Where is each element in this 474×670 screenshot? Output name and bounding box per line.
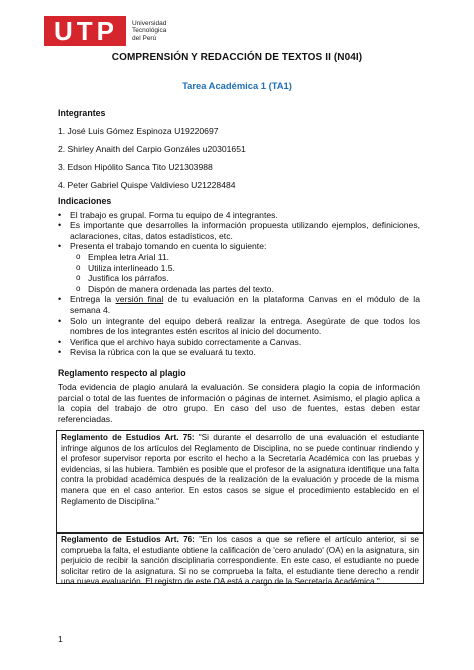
article-75-label: Reglamento de Estudios Art. 75: <box>61 433 195 442</box>
list-item: • El trabajo es grupal. Forma tu equipo de 4 integrantes. <box>58 209 278 220</box>
article-76-label: Reglamento de Estudios Art. 76: <box>61 535 195 544</box>
utp-logo <box>44 16 166 46</box>
list-item: • Solo un integrante del equipo deberá realizar la entrega. Asegúrate de que todos los nombres de los integrantes estén escritos al inicio del documento. <box>58 315 420 337</box>
sub-list-item: o Justifica los párrafos. <box>76 273 169 284</box>
article-76-box <box>56 532 424 587</box>
page-number: 1 <box>58 634 63 644</box>
version-final-link[interactable]: versión final <box>115 294 164 305</box>
plagio-paragraph: Toda evidencia de plagio anulará la evaluación. Se considera plagio la copia de información parcial o total de las fuentes de información o páginas de internet. Asimismo, el plagio aplica a la copia del trabajo de otro grupo. En caso del uso de fuentes, estas deben estar referenciadas. <box>58 382 420 424</box>
integrante-4: 4. Peter Gabriel Quispe Valdivieso U21228484 <box>58 180 236 190</box>
integrantes-heading: Integrantes <box>58 108 106 118</box>
article-75-text: "Si durante el desarrollo de una evaluación el estudiante infringe algunos de los artículos del Reglamento de Disciplina, no se puede continuar rindiendo y el profesor supervisor reporta por escrito el hecho a la Secretaría Académica con las pruebas y evidencias, si las hubiera. También es posible que el profesor de la asignatura identifique una falta contra la probidad académica después de la realización de la evaluación y procede de la misma manera que en el caso anterior. En estos casos se sigue el procedimiento establecido en el Reglamento de Disciplina." <box>61 433 419 506</box>
document-subtitle: Tarea Académica 1 (TA1) <box>182 80 292 91</box>
article-76-text: "En los casos a que se refiere el artículo anterior, si se comprueba la falta, el estudiante obtiene la calificación de 'cero anulado' (OA) en la asignatura, sin perjuicio de recibir la sanción disciplinaria correspondiente. En este caso, el estudiante no puede solicitar retiro de la asignatura. Si no se comprueba la falta, el estudiante tiene derecho a rendir una nueva evaluación. El registro de este OA está a cargo de la Secretaría Académica." <box>61 535 419 587</box>
list-item: • Revisa la rúbrica con la que se evaluará tu texto. <box>58 347 256 358</box>
article-75-box <box>56 430 424 534</box>
integrante-1: 1. José Luis Gómez Espinoza U19220697 <box>58 126 219 136</box>
list-item: • Es importante que desarrolles la información propuesta utilizando ejemplos, definiciones, aclaraciones, citas, datos estadísticos, etc. <box>58 220 420 241</box>
sub-list-item: o Utiliza interlineado 1.5. <box>76 262 175 273</box>
integrante-3: 3. Edson Hipólito Sanca Tito U21303988 <box>58 162 213 172</box>
logo-wordmark: Universidad Tecnológica del Perú <box>132 19 167 42</box>
list-item: • Presenta el trabajo tomando en cuenta lo siguiente: <box>58 241 267 252</box>
sub-list-item: o Dispón de manera ordenada las partes del texto. <box>76 283 274 294</box>
document-title: COMPRENSIÓN Y REDACCIÓN DE TEXTOS II (N04I) <box>111 52 363 63</box>
list-item: • Entrega la versión final de tu evaluación en la plataforma Canvas en el módulo de la semana 4. <box>58 294 421 315</box>
indicaciones-list <box>58 196 420 358</box>
reglamento-heading: Reglamento respecto al plagio <box>58 368 186 378</box>
logo-mark: UTP <box>44 16 126 46</box>
integrante-2: 2. Shirley Anaith del Carpio Gonzáles u20301651 <box>58 144 246 154</box>
list-item: • Verifica que el archivo haya subido correctamente a Canvas. <box>58 336 302 347</box>
sub-list-item: o Emplea letra Arial 11. <box>76 251 170 262</box>
indicaciones-heading: Indicaciones <box>58 196 112 206</box>
